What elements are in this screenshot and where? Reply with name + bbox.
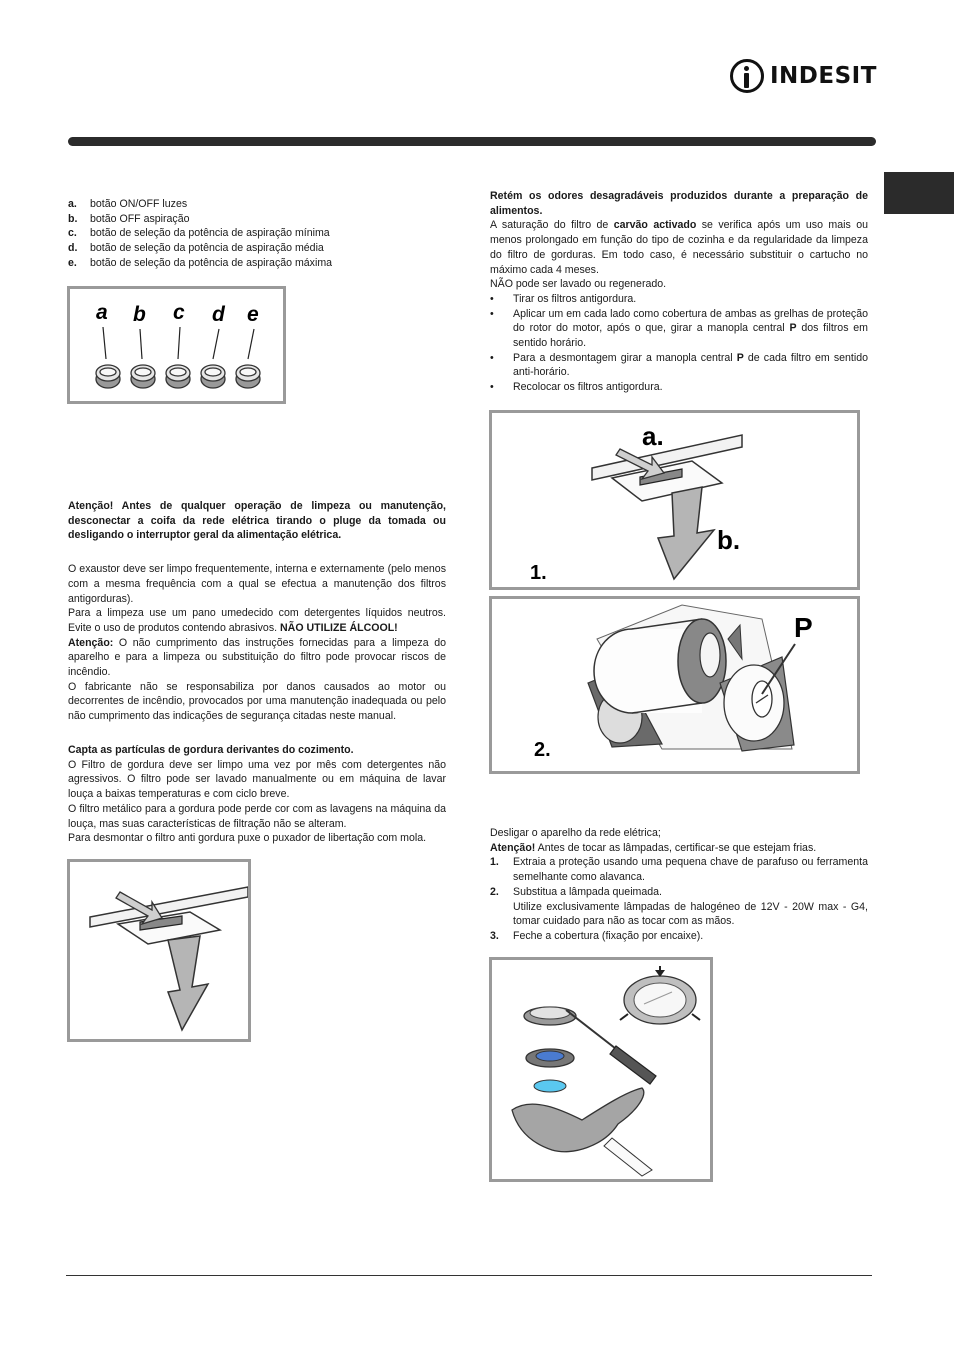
paragraph: Para a limpeza use um pano umedecido com detergentes líquidos neutros. Evite o uso de produtos contendo abrasivos. NÃO UTILIZE ÁLCOOL! [68, 607, 446, 634]
paragraph: O filtro metálico para a gordura pode perde cor com as lavagens na máquina da louça, mas suas características de filtração não se alteram. [68, 802, 446, 830]
list-item: • Para a desmontagem girar a manopla central P de cada filtro em sentido anti-horário. [490, 351, 868, 379]
grease-filter-figure [67, 859, 251, 1042]
list-item: • Tirar os filtros antigordura. [490, 292, 637, 305]
legend-item: d. botão de seleção da potência de aspiração média [68, 242, 324, 255]
paragraph: A saturação do filtro de carvão activado se verifica após um uso mais ou menos prolongado em função do tipo de cozinha e da regularidade da limpeza do filtro de gorduras. Em todo caso, é necessário substituir o cartucho no máximo cada 4 meses. [490, 219, 868, 276]
paragraph: Desligar o aparelho da rede elétrica; [490, 827, 661, 839]
list-item: • Recolocar os filtros antigordura. [490, 381, 663, 394]
list-item: • Aplicar um em cada lado como cobertura de ambas as grelhas de proteção do rotor do motor, após o que, girar a manopla central P dos filtros em sentido horário. [490, 307, 868, 350]
label-a: a [96, 301, 108, 324]
maintenance-section [68, 499, 446, 724]
label-a: a. [642, 421, 664, 451]
paragraph: Atenção! Antes de tocar as lâmpadas, certificar-se que estejam frias. [490, 841, 817, 854]
control-panel-figure [67, 286, 286, 404]
paragraph: O fabricante não se responsabiliza por danos causados ao motor ou decorrentes de incêndio, provocados por uma manutenção inadequada ou pelo não cumprimento das indicações de segurança citadas neste manual. [68, 680, 446, 723]
list-item: 3. Feche a cobertura (fixação por encaixe). [490, 929, 704, 942]
paragraph: O exaustor deve ser limpo frequentemente, interna e externamente (pelo menos com a mesma frequência com a qual se efectua a manutenção dos filtros antigorduras). [68, 563, 446, 605]
button-icons [96, 365, 260, 388]
step-number: 1. [530, 562, 547, 584]
brand-logo [730, 56, 877, 96]
indesit-logo-icon [730, 59, 764, 93]
paragraph: O Filtro de gordura deve ser limpo uma vez por mês com detergentes não agressivos. O filtro pode ser lavado manualmente ou em máquina de lavar louça a baixas temperaturas e com ciclo breve. [68, 758, 446, 801]
language-tab [884, 172, 954, 214]
label-p: P [794, 612, 813, 643]
label-d: d [212, 303, 225, 326]
maintenance-warning: Atenção! Antes de qualquer operação de limpeza ou manutenção, desconectar a coifa da rede elétrica tirando o pluge da tomada ou desligando o interruptor geral da alimentação elétrica. [68, 500, 446, 542]
paragraph: NÃO pode ser lavado ou regenerado. [490, 278, 667, 291]
controls-legend [68, 197, 446, 271]
lamps-section [490, 826, 868, 944]
label-b: b. [717, 525, 741, 555]
list-item: 1. Extraia a proteção usando uma pequena chave de parafuso ou ferramenta semelhante como alavanca. [490, 856, 868, 884]
carbon-filter-figure-1 [489, 410, 860, 590]
label-b: b [133, 303, 146, 326]
step-number: 2. [534, 739, 551, 761]
bottom-rule [66, 1275, 872, 1276]
carbon-filter-figure-2 [489, 596, 860, 774]
paragraph: Atenção: O não cumprimento das instruções fornecidas para a limpeza do aparelho e para a limpeza ou substituição do filtro pode provocar riscos de incêndio. [68, 636, 446, 679]
section-heading: Retém os odores desagradáveis produzidos durante a preparação de alimentos. [490, 190, 868, 217]
legend-item: c. botão de seleção da potência de aspiração mínima [68, 227, 330, 240]
section-heading: Capta as partículas de gordura derivantes do cozimento. [68, 744, 354, 756]
list-item: 2. Substitua a lâmpada queimada. Utilize exclusivamente lâmpadas de halogéneo de 12V - 20W max - G4, tomar cuidado para não as tocar com as mãos. [490, 885, 868, 928]
paragraph: Para desmontar o filtro anti gordura puxe o puxador de libertação com mola. [68, 832, 427, 845]
legend-item: a. botão ON/OFF luzes [68, 198, 188, 210]
lamp-replacement-figure [489, 957, 713, 1182]
legend-item: b. botão OFF aspiração [68, 212, 190, 225]
label-c: c [173, 301, 185, 324]
carbon-filter-section [490, 189, 868, 395]
brand-name: INDESIT [770, 62, 877, 89]
top-rule [68, 137, 876, 146]
legend-item: e. botão de seleção da potência de aspiração máxima [68, 256, 333, 269]
grease-filter-section [68, 743, 446, 846]
label-e: e [247, 303, 259, 326]
